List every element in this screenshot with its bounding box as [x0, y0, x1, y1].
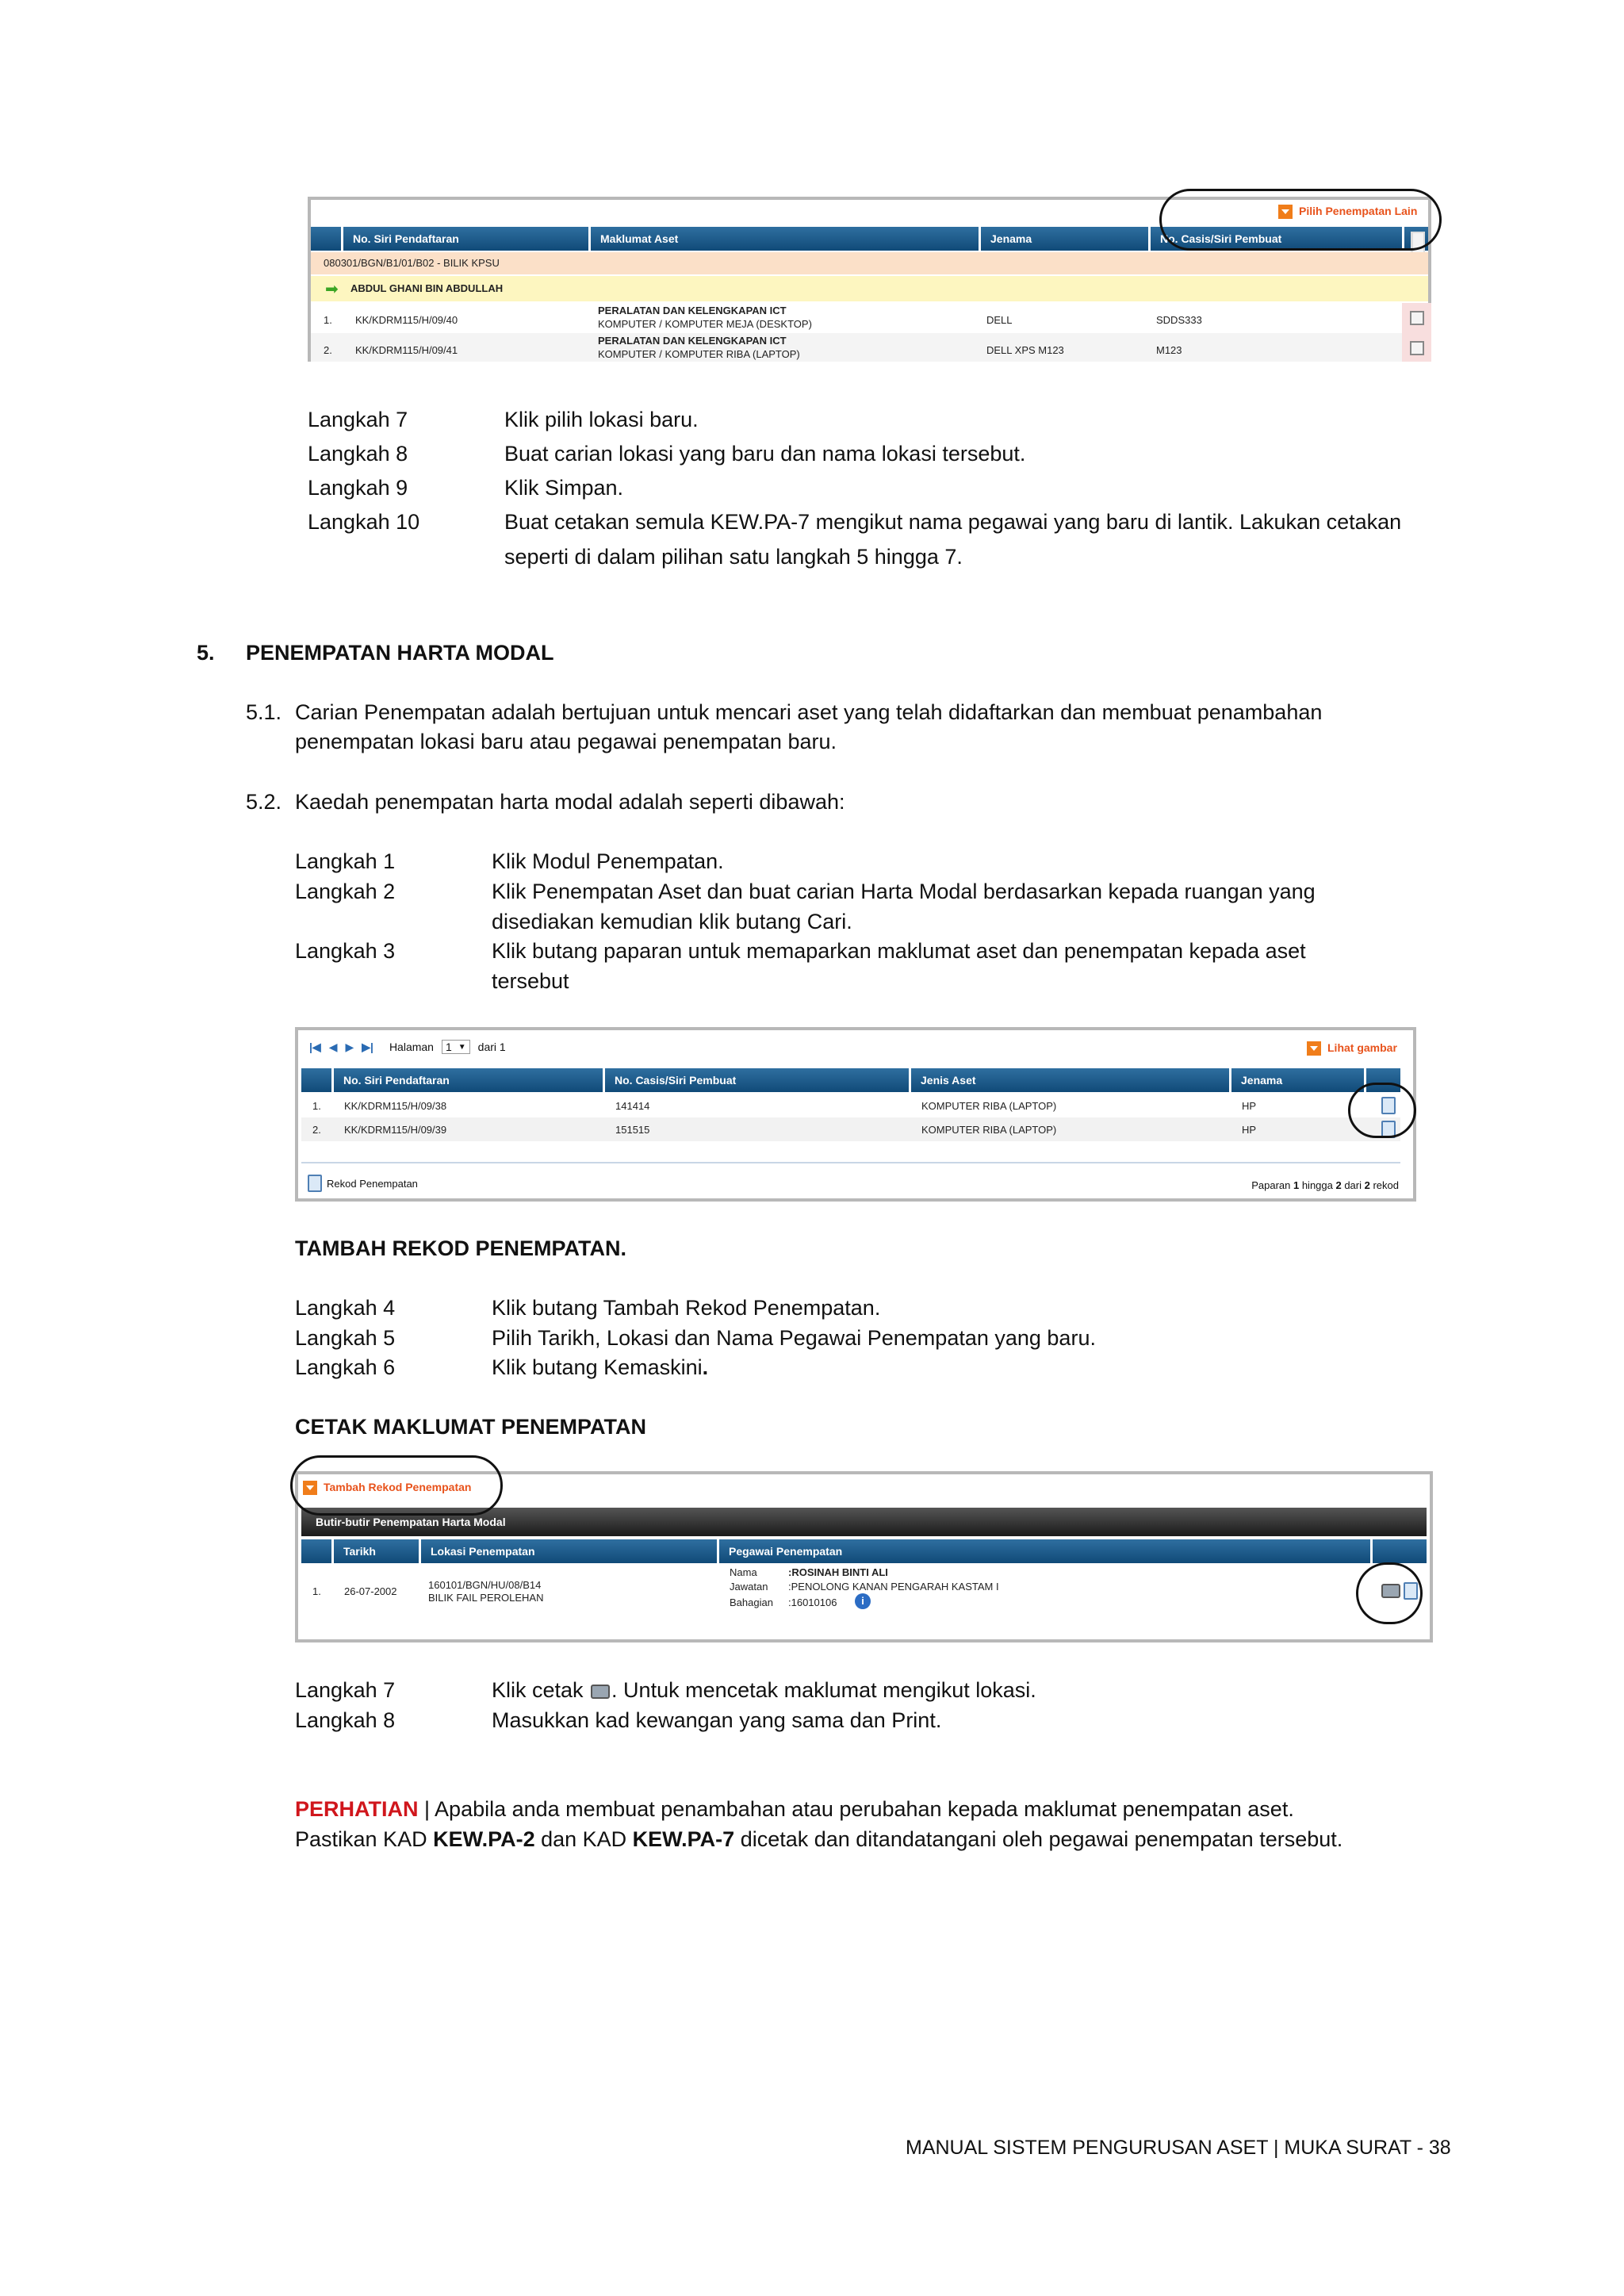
row-checkbox[interactable]: [1410, 341, 1424, 355]
col-casis: No. Casis/Siri Pembuat: [1148, 227, 1402, 251]
step-3: Langkah 3 Klik butang paparan untuk memaparkan maklumat aset dan penempatan kepada aset tersebut: [295, 939, 1306, 993]
para-5-1-num: 5.1.: [246, 700, 282, 724]
note-line-2: Pastikan KAD KEW.PA-2 dan KAD KEW.PA-7 dicetak dan ditandatangani oleh pegawai penempatan tersebut.: [295, 1827, 1343, 1851]
figure-2-search-results: [295, 1027, 1416, 1202]
step-9a: Langkah 9 Klik Simpan.: [308, 476, 624, 500]
table-row: 2. KK/KDRM115/H/09/41 PERALATAN DAN KELENGKAPAN ICT KOMPUTER / KOMPUTER RIBA (LAPTOP) DELL XPS M123 M123: [311, 333, 1428, 362]
next-page-icon[interactable]: ▶: [345, 1040, 354, 1053]
table-row: 2. KK/KDRM115/H/09/39 151515 KOMPUTER RIBA (LAPTOP) HP: [301, 1117, 1400, 1141]
row-checkbox[interactable]: [1410, 311, 1424, 325]
table-row: 1. 26-07-2002 160101/BGN/HU/08/B14 BILIK FAIL PEROLEHAN Nama :ROSINAH BINTI ALI Jawatan :PENOLONG KANAN PENGARAH KASTAM I Bahagian :16010106 i: [301, 1566, 1427, 1614]
table-header: [301, 1068, 1400, 1092]
halaman-label: Halaman: [389, 1041, 434, 1053]
table-row: 1. KK/KDRM115/H/09/40 PERALATAN DAN KELENGKAPAN ICT KOMPUTER / KOMPUTER MEJA (DESKTOP) DELL SDDS333: [311, 303, 1428, 333]
record-count: Paparan 1 hingga 2 dari 2 rekod: [1251, 1179, 1399, 1191]
step-10a: Langkah 10 Buat cetakan semula KEW.PA-7 mengikut nama pegawai yang baru di lantik. Lakukan cetakan seperti di dalam pilihan satu langkah 5 hingga 7.: [308, 510, 1402, 569]
printer-icon: [591, 1685, 610, 1699]
col-maklumat: Maklumat Aset: [588, 227, 977, 251]
last-page-icon[interactable]: ▶|: [362, 1040, 373, 1053]
para-5-1-line2: penempatan lokasi baru atau pegawai penempatan baru.: [295, 730, 837, 753]
col-siri: No. Siri Pendaftaran: [331, 1068, 631, 1092]
highlight-circle: [1356, 1562, 1423, 1624]
step-7b: Langkah 7 Klik cetak . Untuk mencetak maklumat mengikut lokasi.: [295, 1678, 1036, 1702]
note-line-1: PERHATIAN | Apabila anda membuat penambahan atau perubahan kepada maklumat penempatan aset.: [295, 1797, 1294, 1821]
lihat-gambar-link[interactable]: Lihat gambar: [1307, 1041, 1397, 1056]
step-8b: Langkah 8 Masukkan kad kewangan yang sama dan Print.: [295, 1708, 942, 1732]
cetak-heading: CETAK MAKLUMAT PENEMPATAN: [295, 1415, 646, 1439]
section-title: PENEMPATAN HARTA MODAL: [246, 641, 554, 665]
location-row: 080301/BGN/B1/01/B02 - BILIK KPSU: [311, 252, 1428, 274]
step-5: Langkah 5 Pilih Tarikh, Lokasi dan Nama Pegawai Penempatan yang baru.: [295, 1326, 1096, 1350]
step-4: Langkah 4 Klik butang Tambah Rekod Penempatan.: [295, 1296, 881, 1320]
col-siri: No. Siri Pendaftaran: [341, 227, 579, 251]
step-6: Langkah 6 Klik butang Kemaskini.: [295, 1355, 709, 1379]
chevron-down-icon: ▼: [458, 1042, 466, 1052]
step-2: Langkah 2 Klik Penempatan Aset dan buat carian Harta Modal berdasarkan kepada ruangan yang disediakan kemudian klik butang Cari.: [295, 880, 1316, 933]
step-1: Langkah 1 Klik Modul Penempatan.: [295, 849, 724, 873]
highlight-circle: [290, 1455, 503, 1516]
divider: [301, 1162, 1400, 1163]
prev-page-icon[interactable]: ◀: [328, 1040, 338, 1053]
rekod-penempatan-link[interactable]: Rekod Penempatan: [308, 1175, 418, 1192]
pager: [309, 1040, 506, 1054]
para-5-1-line1: Carian Penempatan adalah bertujuan untuk mencari aset yang telah didaftarkan dan membuat penambahan: [295, 700, 1323, 724]
highlight-circle: [1159, 189, 1442, 251]
page-footer: MANUAL SISTEM PENGURUSAN ASET | MUKA SURAT - 38: [906, 2137, 1451, 2159]
page-select[interactable]: 1 ▼: [442, 1040, 470, 1054]
col-jenama: Jenama: [979, 227, 1145, 251]
dari-label: dari 1: [477, 1041, 506, 1053]
arrow-right-icon: ➡: [325, 281, 339, 298]
section-bar: Butir-butir Penempatan Harta Modal: [301, 1508, 1427, 1536]
tambah-rekod-link[interactable]: Tambah Rekod Penempatan: [303, 1481, 471, 1495]
pilih-penempatan-lain-link[interactable]: Pilih Penempatan Lain: [1278, 205, 1417, 219]
step-7a: Langkah 7 Klik pilih lokasi baru.: [308, 408, 699, 431]
info-icon[interactable]: i: [855, 1593, 871, 1609]
note-label: PERHATIAN: [295, 1797, 419, 1821]
col-jenis: Jenis Aset: [909, 1068, 1229, 1092]
dropdown-arrow-icon: [1307, 1041, 1321, 1056]
table-row: 1. KK/KDRM115/H/09/38 141414 KOMPUTER RIBA (LAPTOP) HP: [301, 1094, 1400, 1117]
para-5-2-num: 5.2.: [246, 790, 282, 814]
para-5-2-text: Kaedah penempatan harta modal adalah seperti dibawah:: [295, 790, 845, 814]
col-casis: No. Casis/Siri Pembuat: [603, 1068, 904, 1092]
section-number: 5.: [197, 641, 215, 665]
highlight-circle: [1348, 1083, 1416, 1138]
col-jenama: Jenama: [1229, 1068, 1364, 1092]
tambah-heading: TAMBAH REKOD PENEMPATAN.: [295, 1236, 626, 1260]
officer-row: ➡ ABDUL GHANI BIN ABDULLAH: [311, 276, 1428, 301]
first-page-icon[interactable]: |◀: [309, 1040, 321, 1053]
table-header: Tarikh Lokasi Penempatan Pegawai Penempatan: [301, 1539, 1427, 1563]
step-8a: Langkah 8 Buat carian lokasi yang baru dan nama lokasi tersebut.: [308, 442, 1026, 466]
document-icon: [308, 1175, 322, 1192]
